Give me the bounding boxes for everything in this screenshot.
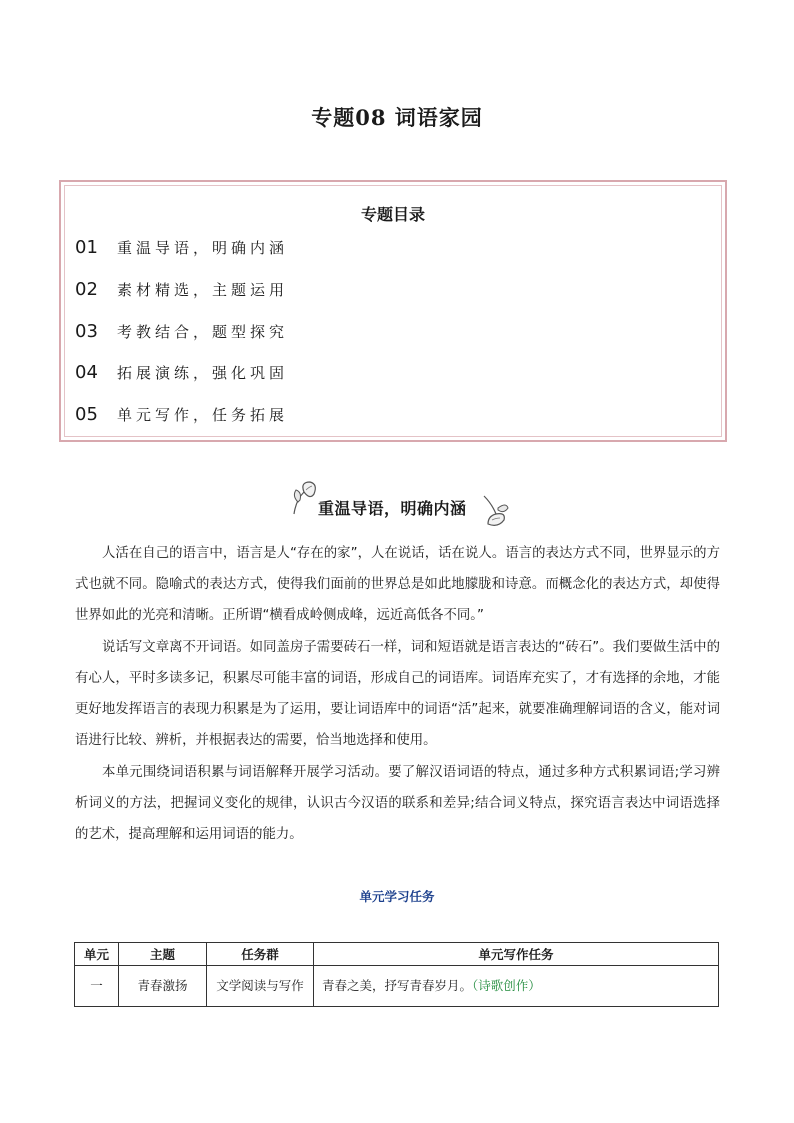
toc-item-number: 02 xyxy=(75,278,98,300)
unit-cell: 一 xyxy=(75,966,119,1007)
toc-item-number: 04 xyxy=(75,361,98,383)
toc-item-text: 单元写作，任务拓展 xyxy=(117,405,289,424)
toc-heading: 专题目录 xyxy=(360,205,425,224)
toc-item-number: 03 xyxy=(75,320,98,342)
group-cell: 文学阅读与写作 xyxy=(207,966,314,1007)
toc-item-text: 素材精选，主题运用 xyxy=(117,280,289,299)
writing-task-text: 青春之美，抒写青春岁月。 xyxy=(322,978,473,993)
toc-item xyxy=(75,278,288,300)
writing-task-cell xyxy=(314,966,719,1007)
leaf-decoration-icon xyxy=(290,480,320,520)
section-title: 重温导语，明确内涵 xyxy=(318,499,467,518)
intro-paragraph: 人活在自己的语言中，语言是人“存在的家”，人在说话，话在说人。语言的表达方式不同，世界显示的方式也就不同。隐喻式的表达方式，使得我们面前的世界总是如此地朦胧和诗意。而概念化的表达方式，却使得世界如此的光亮和清晰。正所谓“横看成岭侧成峰，远近高低各不同。” xyxy=(75,546,720,623)
leaf-decoration-icon xyxy=(480,494,510,532)
toc-inner xyxy=(64,185,722,437)
table-header: 单元写作任务 xyxy=(314,943,719,966)
toc-item xyxy=(75,236,288,258)
theme-cell: 青春激扬 xyxy=(119,966,207,1007)
toc-item xyxy=(75,361,288,383)
intro-paragraph: 说话写文章离不开词语。如同盖房子需要砖石一样，词和短语就是语言表达的“砖石”。我们要做生活中的有心人，平时多读多记，积累尽可能丰富的词语，形成自己的词语库。词语库充实了，才有选择的余地，才能更好地发挥语言的表现力积累是为了运用，要让词语库中的词语“活”起来，就要准确理解词语的含义，能对词语进行比较、辨析，并根据表达的需要，恰当地选择和使用。 xyxy=(75,640,720,748)
toc-item-text: 考教结合，题型探究 xyxy=(117,322,289,341)
intro-paragraph: 本单元围绕词语积累与词语解释开展学习活动。要了解汉语词语的特点，通过多种方式积累词语;学习辨析词义的方法，把握词义变化的规律，认识古今汉语的联系和差异;结合词义特点，探究语言表达中词语选择的艺术，提高理解和运用词语的能力。 xyxy=(75,765,720,842)
toc-item-number: 01 xyxy=(75,236,98,258)
task-caption: 单元学习任务 xyxy=(359,889,435,904)
table-row xyxy=(75,966,719,1007)
toc-item-text: 重温导语，明确内涵 xyxy=(117,238,289,257)
table-header: 主题 xyxy=(119,943,207,966)
toc-item-text: 拓展演练，强化巩固 xyxy=(117,363,289,382)
table-header-row xyxy=(75,943,719,966)
task-table xyxy=(74,942,719,1007)
table-header: 单元 xyxy=(75,943,119,966)
toc-item xyxy=(75,320,288,342)
writing-task-tag: （诗歌创作） xyxy=(472,978,541,993)
section-header xyxy=(290,480,510,526)
toc-item xyxy=(75,403,288,425)
toc-item-number: 05 xyxy=(75,403,98,425)
toc-box xyxy=(59,180,727,442)
page-title: 专题08 词语家园 xyxy=(311,105,483,130)
table-header: 任务群 xyxy=(207,943,314,966)
